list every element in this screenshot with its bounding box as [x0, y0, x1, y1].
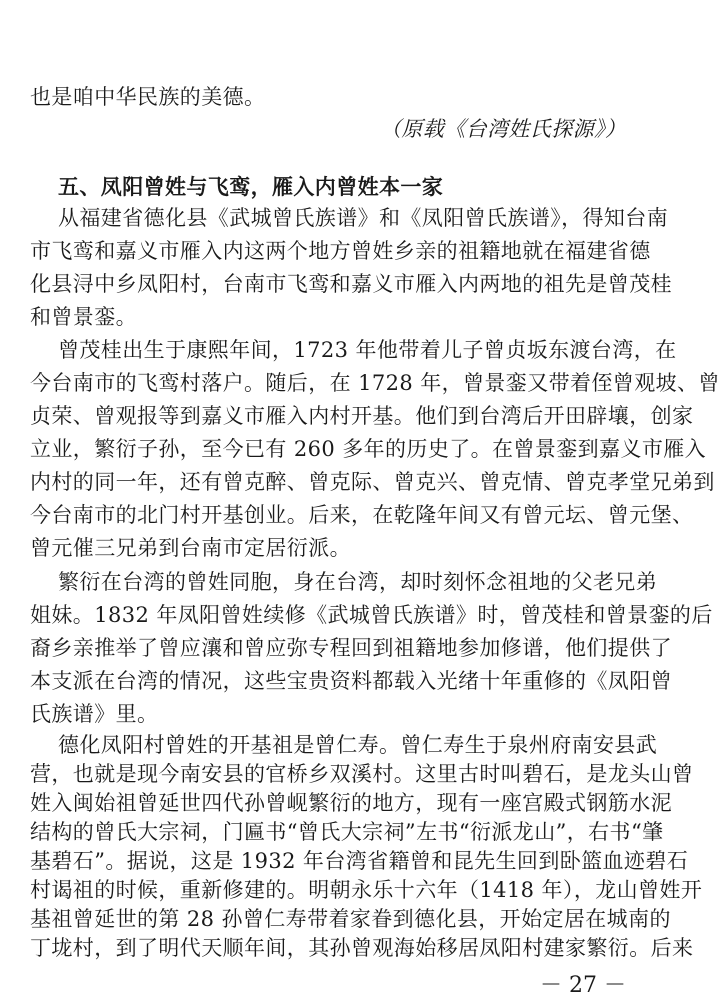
section-heading: 五、凤阳曾姓与飞鸾，雁入内曾姓本一家 [58, 174, 444, 199]
paragraph-line: 姐妹。1832 年凤阳曾姓续修《武城曾氏族谱》时，曾茂桂和曾景銮的后 [30, 603, 713, 627]
paragraph-line: 和曾景銮。 [30, 305, 137, 329]
paragraph-line: 本支派在台湾的情况，这些宝贵资料都载入光绪十年重修的《凤阳曾 [30, 669, 672, 693]
source-note: （原载《台湾姓氏探源》） [380, 117, 627, 141]
paragraph-line: 内村的同一年，还有曾克醉、曾克际、曾克兴、曾克情、曾克孝堂兄弟到 [30, 470, 715, 494]
paragraph-line: 今台南市的飞鸾村落户。随后，在 1728 年，曾景銮又带着侄曾观坡、曾 [30, 371, 720, 395]
paragraph-line: 曾元催三兄弟到台南市定居衍派。 [30, 536, 351, 560]
paragraph-line: 贞荣、曾观报等到嘉义市雁入内村开基。他们到台湾后开田辟壤，创家 [30, 404, 694, 428]
paragraph-line: 丁垅村，到了明代天顺年间，其孙曾观海始移居凤阳村建家繁衍。后来 [30, 936, 694, 960]
paragraph-line: 氏族谱》里。 [30, 702, 159, 726]
paragraph-line: 基碧石”。据说，这是 1932 年台湾省籍曾和昆先生回到卧篮血迹碧石 [30, 849, 689, 873]
paragraph-line: 繁衍在台湾的曾姓同胞，身在台湾，却时刻怀念祖地的父老兄弟 [58, 570, 658, 594]
paragraph-line: 今台南市的北门村开基创业。后来，在乾隆年间又有曾元坛、曾元堡、 [30, 503, 694, 527]
paragraph-line: 基祖曾延世的第 28 孙曾仁寿带着家眷到德化县，开始定居在城南的 [30, 907, 671, 931]
paragraph-line: 营，也就是现今南安县的官桥乡双溪村。这里古时叫碧石，是龙头山曾 [30, 762, 694, 786]
paragraph-line: 从福建省德化县《武城曾氏族谱》和《凤阳曾氏族谱》，得知台南 [58, 206, 669, 230]
paragraph-line: 德化凤阳村曾姓的开基祖是曾仁寿。曾仁寿生于泉州府南安县武 [58, 733, 658, 757]
paragraph-line: 市飞鸾和嘉义市雁入内这两个地方曾姓乡亲的祖籍地就在福建省德 [30, 239, 651, 263]
paragraph-line: 化县浔中乡凤阳村，台南市飞鸾和嘉义市雁入内两地的祖先是曾茂桂 [30, 272, 672, 296]
paragraph-line: 立业，繁衍子孙，至今已有 260 多年的历史了。在曾景銮到嘉义市雁入 [30, 437, 707, 461]
paragraph-line: 姓入闽始祖曾延世四代孙曾岘繁衍的地方，现有一座宫殿式钢筋水泥 [30, 791, 672, 815]
paragraph-line: 结构的曾氏大宗祠，门匾书“曾氏大宗祠”左书“衍派龙山”，右书“肇 [30, 820, 664, 844]
paragraph-line: 曾茂桂出生于康熙年间，1723 年他带着儿子曾贞坂东渡台湾，在 [58, 338, 677, 362]
page-number: － 27 － [540, 973, 626, 998]
opening-line: 也是咱中华民族的美德。 [30, 85, 266, 109]
paragraph-line: 村谒祖的时候，重新修建的。明朝永乐十六年（1418 年），龙山曾姓开 [30, 878, 703, 902]
paragraph-line: 裔乡亲推举了曾应瀼和曾应弥专程回到祖籍地参加修谱，他们提供了 [30, 636, 672, 660]
